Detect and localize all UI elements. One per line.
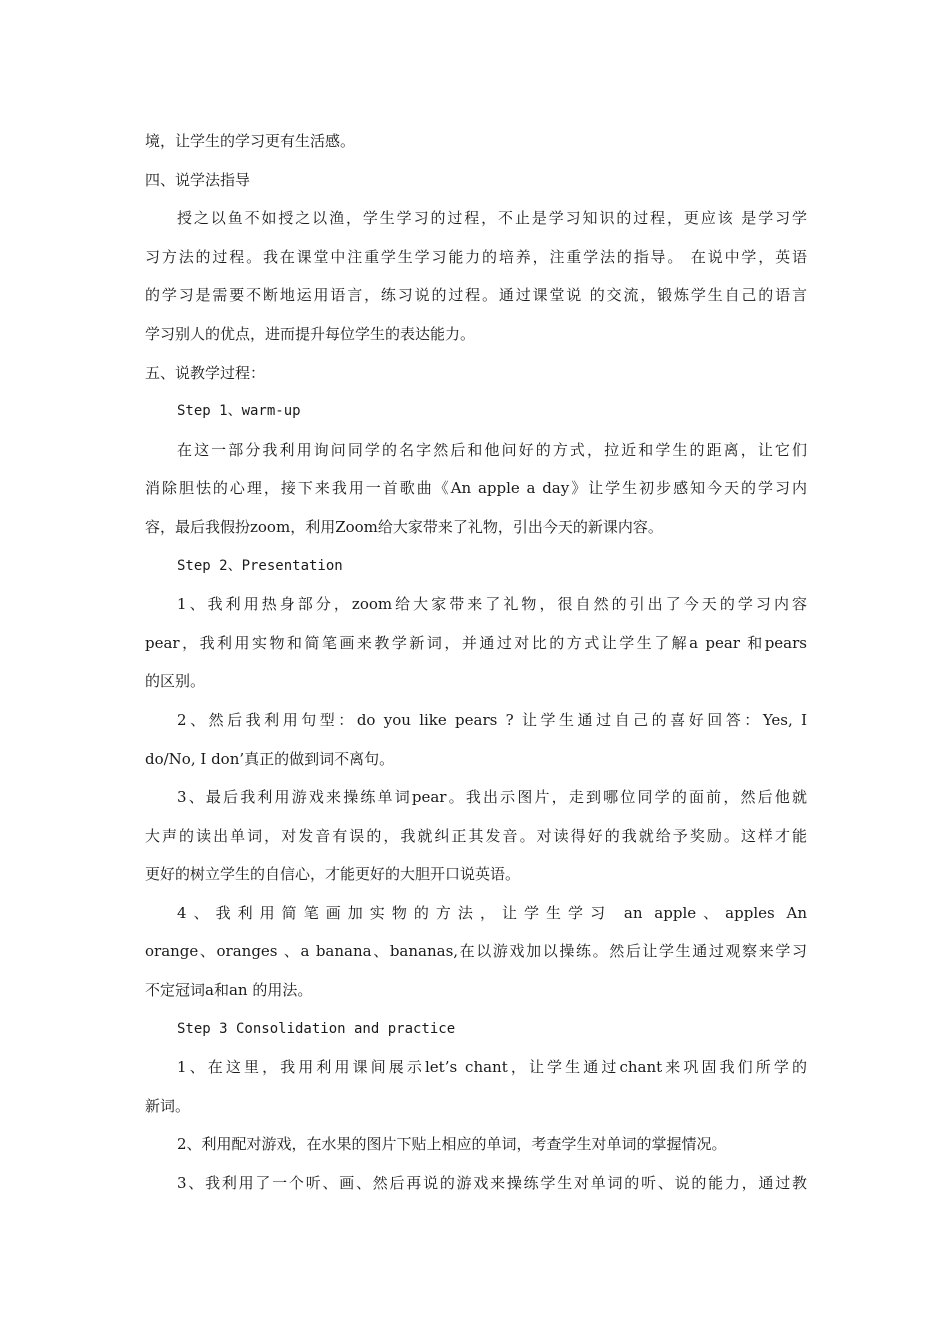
text-line: 的区别。: [145, 672, 206, 691]
text-line: 境，让学生的学习更有生活感。: [145, 132, 356, 150]
document-body: [145, 122, 807, 1203]
text-line: 1、在这里，我用利用课间展示let’s chant，让学生通过chant来巩固我们所学的: [177, 1058, 807, 1077]
text-line: 授之以鱼不如授之以渔，学生学习的过程，不止是学习知识的过程，更应该 是学习学: [177, 209, 807, 228]
text-line: orange、oranges 、a banana、bananas,在以游戏加以操练。然后让学生通过观察来学习: [145, 942, 807, 961]
text-line: do/No, I don’真正的做到词不离句。: [145, 749, 395, 768]
text-line: 容，最后我假扮zoom，利用Zoom给大家带来了礼物，引出今天的新课内容。: [145, 517, 663, 536]
text-line: 不定冠词a和an 的用法。: [145, 981, 313, 1000]
text-line: 在这一部分我利用询问同学的名字然后和他问好的方式，拉近和学生的距离，让它们: [177, 440, 807, 459]
section-heading-teaching-process: 五、说教学过程：: [145, 363, 266, 382]
text-line: 大声的读出单词，对发音有误的，我就纠正其发音。对读得好的我就给予奖励。这样才能: [145, 826, 807, 845]
text-line: 2、然后我利用句型：do you like pears ? 让学生通过自己的喜好回答：Yes, I: [177, 710, 807, 729]
text-line: 3、最后我利用游戏来操练单词pear。我出示图片，走到哪位同学的面前，然后他就: [177, 788, 807, 807]
step-heading: Step 3 Consolidation and practice: [177, 1020, 456, 1037]
text-line: 2、利用配对游戏，在水果的图片下贴上相应的单词，考查学生对单词的掌握情况。: [177, 1135, 727, 1154]
text-line: 3、我利用了一个听、画、然后再说的游戏来操练学生对单词的听、说的能力，通过教: [177, 1174, 807, 1193]
text-line: 消除胆怯的心理，接下来我用一首歌曲《An apple a day》让学生初步感知今天的学习内: [145, 479, 807, 498]
step-heading: Step 2、Presentation: [177, 557, 343, 574]
text-line: 4、我利用简笔画加实物的方法，让学生学习 an apple、apples An: [177, 903, 807, 922]
section-heading-study-guidance: 四、说学法指导: [145, 170, 251, 189]
step-heading: Step 1、warm-up: [177, 403, 301, 420]
text-line: 新词。: [145, 1096, 191, 1115]
text-line: 习方法的过程。我在课堂中注重学生学习能力的培养，注重学法的指导。 在说中学，英语: [145, 247, 807, 266]
text-line: 的学习是需要不断地运用语言，练习说的过程。通过课堂说 的交流，锻炼学生自己的语言: [145, 286, 807, 305]
text-line: 1、我利用热身部分，zoom给大家带来了礼物，很自然的引出了今天的学习内容: [177, 595, 807, 614]
text-line: pear，我利用实物和简笔画来教学新词，并通过对比的方式让学生了解a pear 和pears: [145, 633, 807, 652]
text-line: 更好的树立学生的自信心，才能更好的大胆开口说英语。: [145, 865, 521, 884]
text-line: 学习别人的优点，进而提升每位学生的表达能力。: [145, 324, 476, 343]
